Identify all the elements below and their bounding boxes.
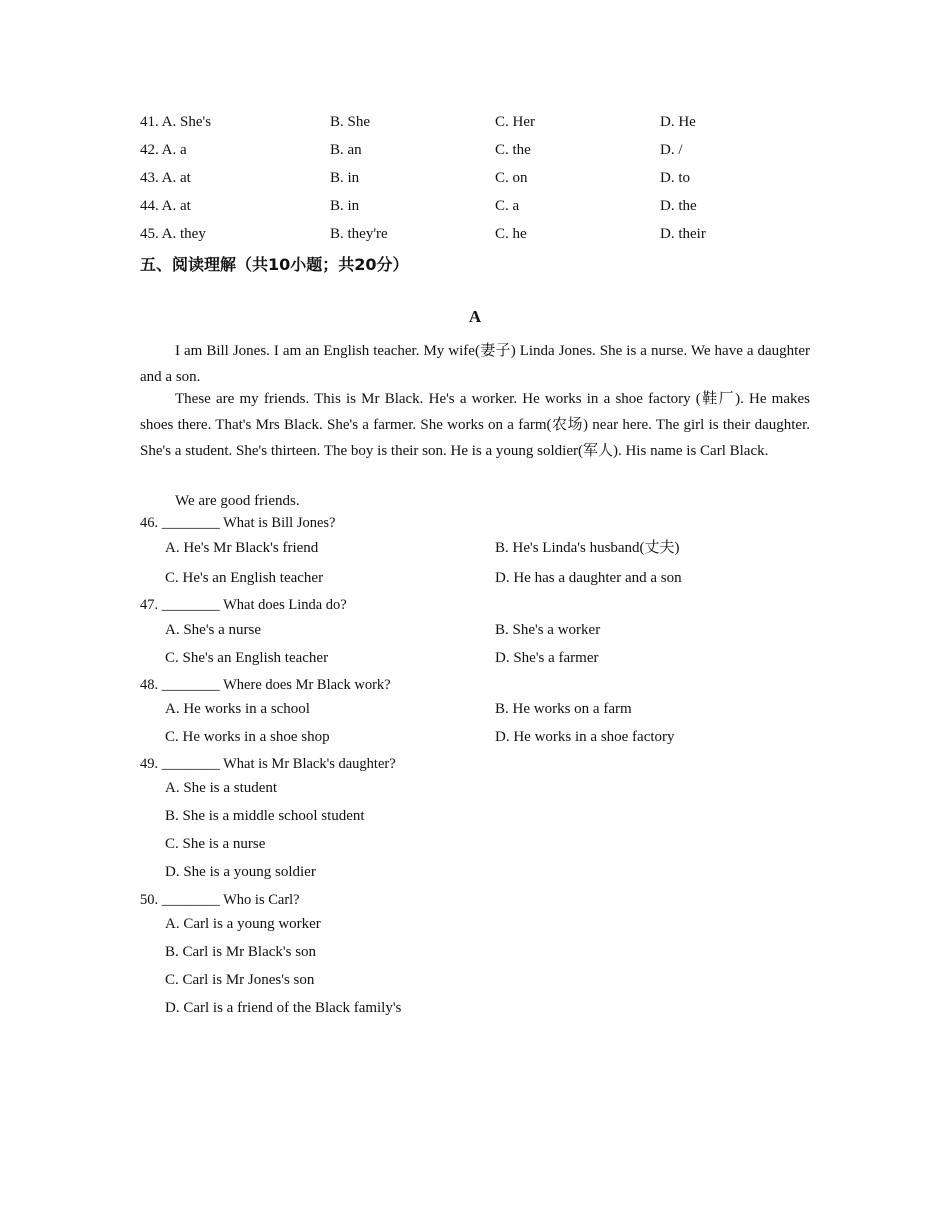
question-46-option-a: A. He's Mr Black's friend xyxy=(165,540,319,556)
option-d: D. the xyxy=(660,198,697,214)
option-a: 45. A. they xyxy=(140,226,206,242)
passage-paragraph-1: I am Bill Jones. I am an English teacher. My wife(妻子) Linda Jones. She is a nurse. We have a daughter and a son. xyxy=(140,343,810,385)
option-a: 44. A. at xyxy=(140,198,191,214)
passage-paragraph-2: These are my friends. This is Mr Black. He's a worker. He works in a shoe factory (鞋厂). He makes shoes there. That's Mrs Black. She's a farmer. She works on a farm(农场) near here. The girl is their daughter. She's a student. She's thirteen. The boy is their son. He is a young soldier(军人). His name is Carl Black. xyxy=(140,391,810,459)
question-49-option-c: C. She is a nurse xyxy=(165,836,266,852)
option-a: 43. A. at xyxy=(140,170,191,186)
cloze-options-row-42 xyxy=(140,139,820,161)
section-heading: 五、阅读理解（共10小题；共20分） xyxy=(140,255,409,274)
question-49-option-a: A. She is a student xyxy=(165,780,278,796)
question-47-option-d: D. She's a farmer xyxy=(495,650,599,666)
cloze-options-row-41 xyxy=(140,111,820,133)
question-47-stem: 47. ________ What does Linda do? xyxy=(140,597,347,613)
question-48-option-d: D. He works in a shoe factory xyxy=(495,729,675,745)
question-46-option-c: C. He's an English teacher xyxy=(165,570,324,586)
option-d: D. He xyxy=(660,114,696,130)
option-a: 42. A. a xyxy=(140,142,187,158)
option-b: B. an xyxy=(330,142,362,158)
cloze-options-row-43 xyxy=(140,167,820,189)
option-c: C. he xyxy=(495,226,527,242)
option-b: B. She xyxy=(330,114,371,130)
question-49-option-d: D. She is a young soldier xyxy=(165,864,316,880)
cloze-options-row-44 xyxy=(140,195,820,217)
question-50-option-b: B. Carl is Mr Black's son xyxy=(165,944,317,960)
option-b: B. in xyxy=(330,170,360,186)
option-c: C. on xyxy=(495,170,528,186)
passage-paragraph-3: We are good friends. xyxy=(175,493,300,509)
question-49-option-b: B. She is a middle school student xyxy=(165,808,365,824)
question-50-option-d: D. Carl is a friend of the Black family's xyxy=(165,1000,402,1016)
question-50-option-c: C. Carl is Mr Jones's son xyxy=(165,972,315,988)
question-47-option-b: B. She's a worker xyxy=(495,622,601,638)
cloze-options-row-45 xyxy=(140,223,820,245)
passage-title: A xyxy=(468,307,482,326)
option-c: C. the xyxy=(495,142,531,158)
question-46-option-d: D. He has a daughter and a son xyxy=(495,570,682,586)
option-c: C. a xyxy=(495,198,520,214)
question-48-option-c: C. He works in a shoe shop xyxy=(165,729,330,745)
question-46-stem: 46. ________ What is Bill Jones? xyxy=(140,515,336,531)
option-d: D. to xyxy=(660,170,690,186)
question-50-stem: 50. ________ Who is Carl? xyxy=(140,892,300,908)
question-50-option-a: A. Carl is a young worker xyxy=(165,916,321,932)
option-c: C. Her xyxy=(495,114,535,130)
option-b: B. in xyxy=(330,198,360,214)
question-49-stem: 49. ________ What is Mr Black's daughter? xyxy=(140,756,396,772)
option-a: 41. A. She's xyxy=(140,114,212,130)
option-d: D. / xyxy=(660,142,683,158)
question-47-option-a: A. She's a nurse xyxy=(165,622,262,638)
question-48-option-a: A. He works in a school xyxy=(165,701,310,717)
question-47-option-c: C. She's an English teacher xyxy=(165,650,329,666)
option-d: D. their xyxy=(660,226,706,242)
question-48-option-b: B. He works on a farm xyxy=(495,701,632,717)
question-46-option-b: B. He's Linda's husband(丈夫) xyxy=(495,540,680,556)
option-b: B. they're xyxy=(330,226,388,242)
question-48-stem: 48. ________ Where does Mr Black work? xyxy=(140,677,391,693)
